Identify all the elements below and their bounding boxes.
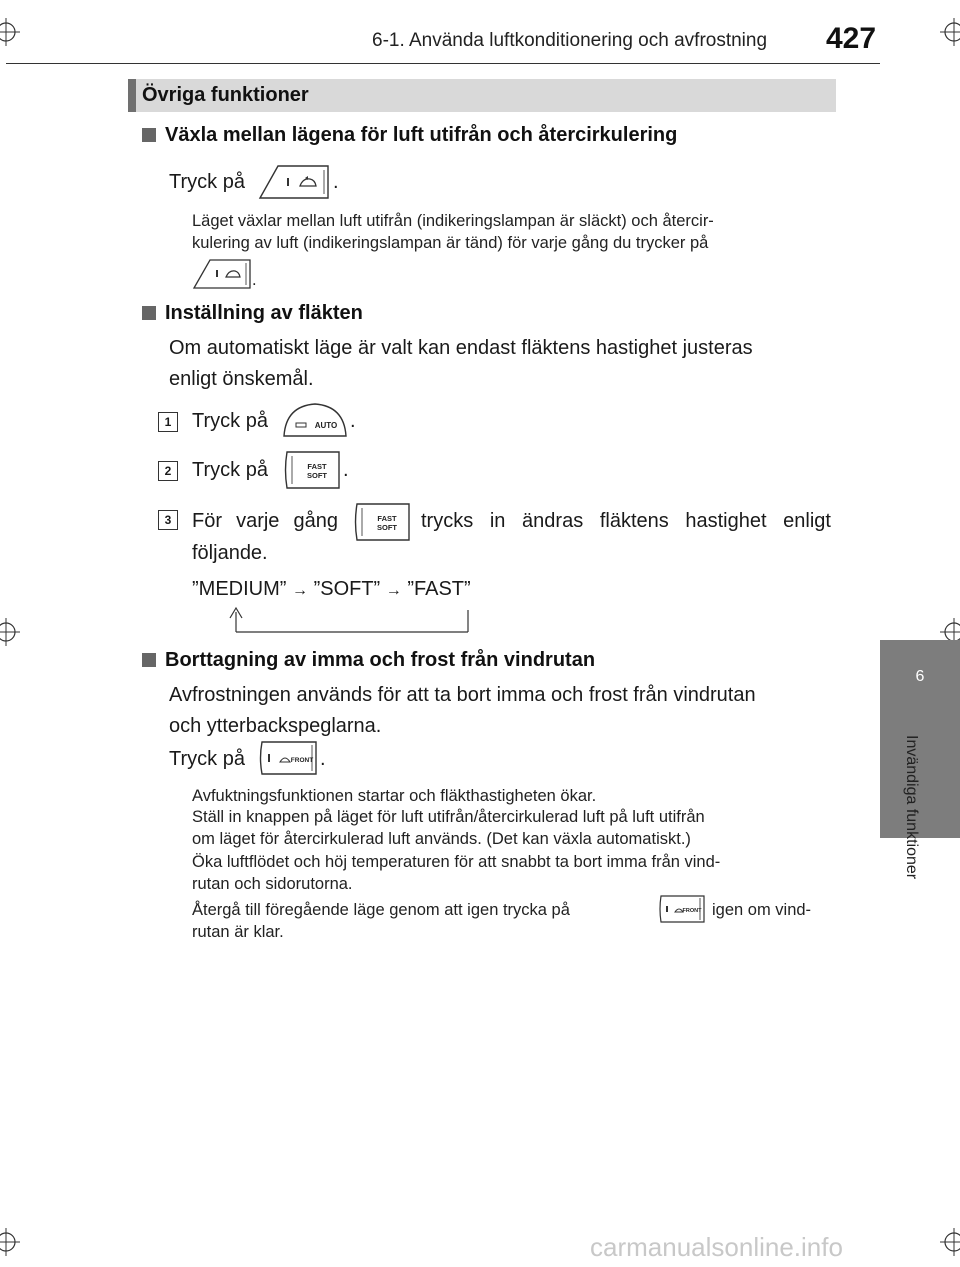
fast-label: FAST	[307, 462, 327, 471]
auto-button-label: AUTO	[314, 421, 338, 430]
loop-back-arrow-icon	[226, 604, 474, 636]
step1-period: .	[350, 410, 356, 432]
front-label: FRONT	[682, 908, 702, 914]
chapter-title: Invändiga funktioner	[903, 735, 920, 880]
heading-fan: Inställning av fläkten	[142, 302, 363, 325]
defrost-note4-before: Återgå till föregående läge genom att igen trycka på	[192, 901, 570, 919]
defrost-note3-line1: Öka luftflödet och höj temperaturen för att snabbt ta bort imma från vind-	[192, 853, 721, 871]
recirculation-button-icon	[258, 164, 330, 200]
defrost-intro-line2: och ytterbackspeglarna.	[169, 715, 382, 737]
seq-fast: ”FAST”	[407, 578, 471, 600]
step2-text: Tryck på	[192, 459, 268, 481]
header-section-title: 6-1. Använda luftkonditionering och avfrostning	[372, 30, 768, 51]
registration-mark-bottom-right	[940, 1228, 960, 1256]
heading-defrost: Borttagning av imma och frost från vindrutan	[142, 649, 595, 672]
chapter-number: 6	[915, 668, 925, 685]
fast-soft-button-icon	[283, 450, 341, 490]
front-defroster-button-icon	[258, 740, 318, 776]
step3-text-before: För varje gång	[192, 510, 338, 532]
recirculation-button-icon-small	[192, 258, 252, 290]
fan-sequence	[192, 574, 471, 606]
soft-label: SOFT	[307, 471, 327, 480]
square-bullet-icon	[142, 653, 156, 667]
step-number-1: 1	[158, 412, 178, 432]
step-number-3: 3	[158, 510, 178, 530]
defrost-note2-line1: Ställ in knappen på läget för luft utifrån/återcirkulerad luft på luft utifrån	[192, 808, 705, 826]
recirc-press-period: .	[333, 171, 339, 193]
registration-mark-top-left	[0, 18, 20, 46]
fan-intro-line1: Om automatiskt läge är valt kan endast fläktens hastighet justeras	[169, 337, 753, 359]
section-title: Övriga funktioner	[142, 84, 309, 106]
soft-label: SOFT	[377, 523, 397, 532]
step1-text: Tryck på	[192, 410, 268, 432]
recirc-note-end: .	[252, 271, 257, 289]
square-bullet-icon	[142, 306, 156, 320]
seq-medium: ”MEDIUM”	[192, 578, 287, 600]
fast-label: FAST	[377, 514, 397, 523]
arrow-right-icon: →	[292, 582, 308, 599]
arrow-right-icon: →	[385, 582, 402, 599]
page-number: 427	[826, 22, 877, 55]
recirc-press-text: Tryck på	[169, 171, 245, 193]
defrost-press-period: .	[320, 748, 326, 770]
defrost-note3-line2: rutan och sidorutorna.	[192, 875, 353, 893]
auto-button-icon	[282, 402, 348, 438]
recirc-note-line1: Läget växlar mellan luft utifrån (indikeringslampan är släckt) och återcir-	[192, 212, 714, 230]
header-divider	[6, 63, 880, 64]
defrost-note4-after: igen om vind-	[712, 901, 812, 919]
fan-intro-line2: enligt önskemål.	[169, 368, 314, 390]
registration-mark-bottom-left	[0, 1228, 20, 1256]
defrost-note2-line2: om läget för återcirkulerad luft används. (Det kan växla automatiskt.)	[192, 830, 691, 848]
step3-line2: följande.	[192, 542, 268, 564]
front-defroster-button-icon-small	[658, 894, 706, 924]
square-bullet-icon	[142, 128, 156, 142]
heading-recirculation: Växla mellan lägena för luft utifrån och återcirkulering	[142, 124, 677, 147]
watermark-text: carmanualsonline.info	[590, 1232, 843, 1262]
defrost-intro-line1: Avfrostningen används för att ta bort imma och frost från vindrutan	[169, 684, 756, 706]
registration-mark-top-right	[940, 18, 960, 46]
step2-period: .	[343, 459, 349, 481]
fast-soft-button-icon	[353, 502, 411, 542]
step3-text-after: trycks in ändras fläktens hastighet enligt	[421, 510, 831, 532]
defrost-note4-line2: rutan är klar.	[192, 923, 284, 941]
step-number-2: 2	[158, 461, 178, 481]
seq-soft: ”SOFT”	[313, 578, 381, 600]
defrost-press-text: Tryck på	[169, 748, 245, 770]
registration-mark-mid-left	[0, 618, 20, 646]
recirc-note-line2: kulering av luft (indikeringslampan är tänd) för varje gång du trycker på	[192, 234, 709, 252]
front-label: FRONT	[290, 757, 314, 764]
defrost-note1: Avfuktningsfunktionen startar och fläkthastigheten ökar.	[192, 787, 597, 805]
